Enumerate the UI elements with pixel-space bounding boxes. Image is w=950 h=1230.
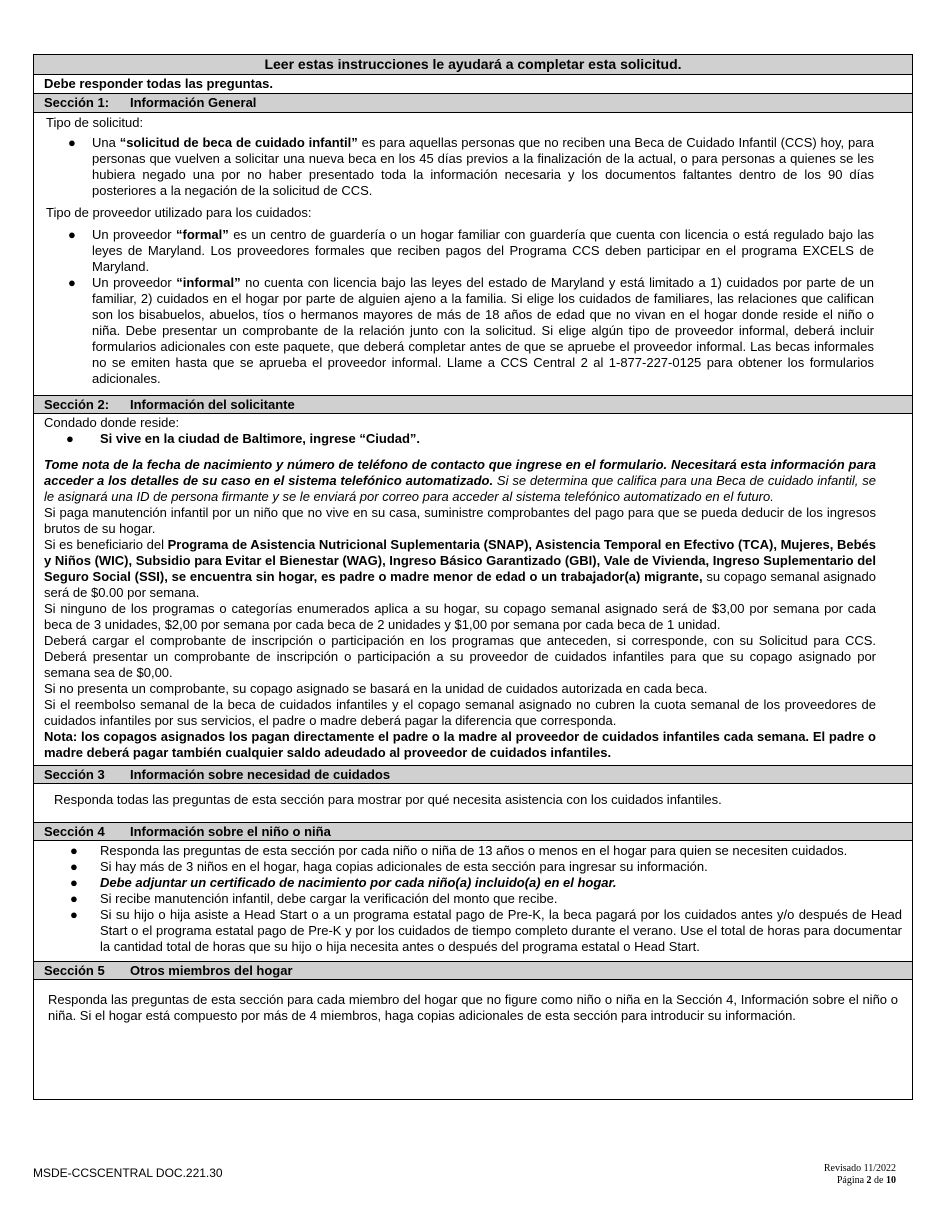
page-title: Leer estas instrucciones le ayudará a completar esta solicitud. [34, 55, 912, 75]
bullet-icon: ● [70, 859, 78, 874]
document-id: MSDE-CCSCENTRAL DOC.221.30 [33, 1166, 223, 1180]
page-number: Página 2 de 10 [836, 1175, 896, 1186]
section-3-body: Responda todas las preguntas de esta sección para mostrar por qué necesita asistencia con los cuidados infantiles. [54, 792, 722, 807]
list-item: ● Responda las preguntas de esta sección por cada niño o niña de 13 años o menos en el hogar para quien se necesiten cuidados. [70, 843, 848, 858]
section-2-header: Sección 2: Información del solicitante [34, 395, 912, 414]
automated-system-note: Tome nota de la fecha de nacimiento y número de teléfono de contacto que ingrese en el formulario. Necesitará esta información para acceder a los detalles de su caso en el sistema telefónico automatizado. Si se determina que califica para una Beca de cuidado infantil, se le asignará una ID de persona firmante y se le enviará por correo para acceder al sistema telefónico automatizado en el futuro. [44, 457, 876, 504]
bullet-icon: ● [68, 135, 76, 150]
list-item: ● Si su hijo o hija asiste a Head Start o a un programa estatal pago de Pre-K, la beca pagará por los cuidados antes y/o después de Head Start o el programa estatal pago de Pre-K y por los cuidados de tiempo completo durante el verano. Use el total de horas para documentar la cantidad total de horas que su hijo o hija necesita antes o después del programa estatal o Head Start. [70, 907, 902, 954]
page-footer [824, 1163, 896, 1187]
list-item: ● Si recibe manutención infantil, debe cargar la verificación del monto que recibe. [70, 891, 558, 906]
bullet-icon: ● [70, 907, 78, 922]
section-4-header: Sección 4 Información sobre el niño o niña [34, 822, 912, 841]
section-3-header: Sección 3 Información sobre necesidad de cuidados [34, 765, 912, 784]
revision-date: Revisado 11/2022 [823, 1163, 896, 1174]
list-item: ● Si vive en la ciudad de Baltimore, ingrese “Ciudad”. [66, 431, 421, 446]
bullet-icon: ● [70, 891, 78, 906]
list-item: ● Un proveedor “informal” no cuenta con licencia bajo las leyes del estado de Maryland y está limitado a 1) cuidados por parte de un familiar, 2) cuidados en el hogar por parte de alguien ajeno a la familia. Si elige los cuidados de familiares, las relaciones que califican son los bisabuelos, abuelos, tíos o hermanos mayores de más de 18 años de edad que no vivan en el hogar donde reside el niño o niña. Debe presentar un comprobante de la relación junto con la solicitud. Si elige algún tipo de proveedor informal, deberá incluir formularios adicionales con este paquete, que deberá completar antes de que se apruebe el proveedor informal. Las becas informales no se emiten hasta que se aprueba el proveedor informal. Llame a CCS Central 2 al 1-877-227-0125 para obtener los formularios adicionales. [68, 275, 874, 386]
bullet-icon: ● [70, 843, 78, 858]
bullet-icon: ● [68, 227, 76, 242]
section-4-body [34, 841, 912, 961]
copay-note: Nota: los copagos asignados los pagan directamente el padre o la madre al proveedor de cuidados infantiles cada semana. El padre o madre deberá pagar también cualquier saldo adeudado al proveedor de cuidados infantiles. [44, 729, 876, 760]
bullet-icon: ● [66, 431, 74, 446]
section-2-body: Condado donde reside: ● Si vive en la ciudad de Baltimore, ingrese “Ciudad”. Tome nota de la fecha de nacimiento y número de teléfono de contacto que ingrese en el formulario. Necesitará esta información para acceder a los detalles de su caso en el sistema telefónico automatizado. Si se determina que califica para una Beca de cuidado infantil, se le asignará una ID de persona firmante y se le enviará por correo para acceder al sistema telefónico automatizado en el futuro. Si paga manutención infantil por un niño que no vive en su casa, suministre comprobantes del pago para que se pueda deducir de los ingresos brutos de su hogar. Si es beneficiario del Programa de Asistencia Nutricional Suplementaria (SNAP), Asistencia Temporal en Efectivo (TCA), Mujeres, Bebés y Niños (WIC), Subsidio para Evitar el Bienestar (WAG), Ingreso Básico Garantizado (GBI), Vale de Vivienda, Ingreso Suplementario del Seguro Social (SSI), se encuentra sin hogar, es padre o madre menor de edad o un trabajador(a) migrante, su copago semanal asignado será de $0.00 por semana. Si ninguno de los programas o categorías enumerados aplica a su hogar, su copago semanal asignado será de $3,00 por semana por cada beca de 3 unidades, $2,00 por semana por cada beca de 2 unidades y $1,00 por semana por cada beca de 1 unidad. Deberá cargar el comprobante de inscripción o participación en los programas que anteceden, si corresponde, con su Solicitud para CCS. Deberá presentar un comprobante de inscripción o participación a su proveedor de cuidados infantiles para que su copago asignado por semana sea de $0,00. Si no presenta un comprobante, su copago asignado se basará en la unidad de cuidados autorizada en cada beca. Si el reembolso semanal de la beca de cuidados infantiles y el copago semanal asignado no cubren la cuota semanal de los proveedores de cuidados infantiles por sus servicios, el padre o madre deberá pagar la diferencia que corresponda. Nota: los copagos asignados los pagan directamente el padre o la madre al proveedor de cuidados infantiles cada semana. El padre o madre deberá pagar también cualquier saldo adeudado al proveedor de cuidados infantiles. [44, 415, 876, 760]
section-5-header: Sección 5 Otros miembros del hogar [34, 961, 912, 980]
list-item: ● Si hay más de 3 niños en el hogar, haga copias adicionales de esta sección para ingresar su información. [70, 859, 708, 874]
section-1-header: Sección 1: Información General [34, 94, 912, 113]
list-item: ● Una “solicitud de beca de cuidado infantil” es para aquellas personas que no reciben una Beca de Cuidado Infantil (CCS) hoy, para personas que vuelven a solicitar una nueva beca en los 45 días previos a la finalización de la actual, o para personas a quienes se les hubiera negado una por no haber presentado toda la información necesaria y los documentos faltantes dentro de los 90 días posteriores a la negación de la solicitud de CCS. [68, 135, 875, 198]
bullet-icon: ● [70, 875, 78, 890]
instructions-table [33, 54, 913, 1100]
section-5-body: Responda las preguntas de esta sección para cada miembro del hogar que no figure como niño o niña en la Sección 4, Información sobre el niño o niña. Si el hogar está compuesto por más de 4 miembros, haga copias adicionales de esta sección para introducir su información. [48, 992, 898, 1023]
bullet-icon: ● [68, 275, 76, 290]
list-item: ● Un proveedor “formal” es un centro de guardería o un hogar familiar con guardería que cuenta con licencia o está regulado bajo las leyes de Maryland. Los proveedores formales que reciben pagos del Programa CCS deben participar en el programa EXCELS de Maryland. [68, 227, 874, 274]
must-answer-note: Debe responder todas las preguntas. [34, 75, 912, 94]
list-item: ● Debe adjuntar un certificado de nacimiento por cada niño(a) incluido(a) en el hogar. [70, 875, 617, 890]
section-1-body: Tipo de solicitud: ● Una “solicitud de beca de cuidado infantil” es para aquellas personas que no reciben una Beca de Cuidado Infantil (CCS) hoy, para personas que vuelven a solicitar una nueva beca en los 45 días previos a la finalización de la actual, o para personas a quienes se les hubiera negado una por no haber presentado toda la información necesaria y los documentos faltantes dentro de los 90 días posteriores a la negación de la solicitud de CCS. Tipo de proveedor utilizado para los cuidados: ● Un proveedor “formal” es un centro de guardería o un hogar familiar con guardería que cuenta con licencia o está regulado bajo las leyes de Maryland. Los proveedores formales que reciben pagos del Programa CCS deben participar en el programa EXCELS de Maryland. ● Un proveedor “informal” no cuenta con licencia bajo las leyes del estado de Maryland y está limitado a 1) cuidados por parte de un familiar, 2) cuidados en el hogar por parte de alguien ajeno a la familia. Si elige los cuidados de familiares, las relaciones que califican son los bisabuelos, abuelos, tíos o hermanos mayores de más de 18 años de edad que no vivan en el hogar donde reside el niño o niña. Debe presentar un comprobante de la relación junto con la solicitud. Si elige algún tipo de proveedor informal, deberá incluir formularios adicionales con este paquete, que deberá completar antes de que se apruebe el proveedor informal. Las becas informales no se emiten hasta que se aprueba el proveedor informal. Llame a CCS Central 2 al 1-877-227-0125 para obtener los formularios adicionales. [46, 115, 875, 386]
